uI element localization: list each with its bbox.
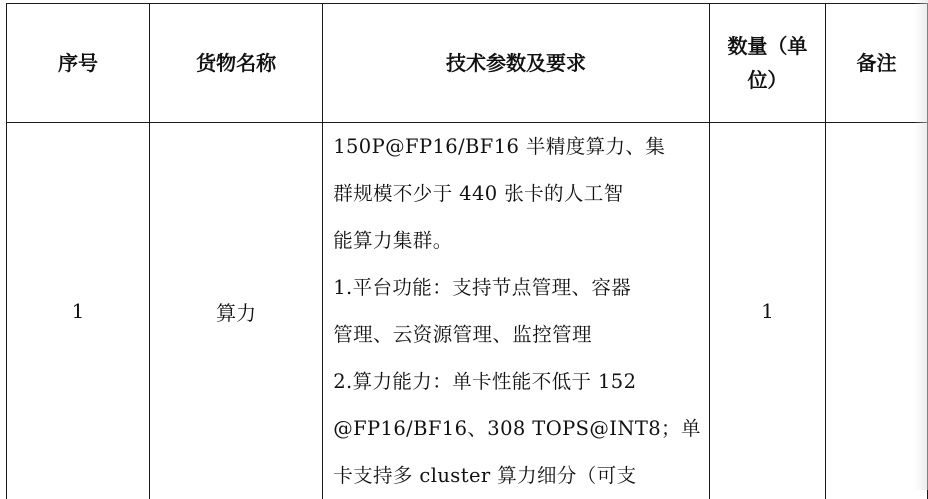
spec-line: 2.算力能力：单卡性能不低于 152 [333, 358, 701, 405]
header-remark: 备注 [826, 4, 928, 123]
spec-line: 卡支持多 cluster 算力细分（可支 [333, 452, 701, 499]
spec-line: 群规模不少于 440 张卡的人工智 [333, 170, 701, 217]
header-tech-specs: 技术参数及要求 [323, 4, 710, 123]
spec-line: @FP16/BF16、308 TOPS@INT8；单 [333, 405, 701, 452]
page-edge-shadow [914, 0, 928, 490]
header-quantity-line-2: 位） [747, 68, 787, 92]
spec-line: 1.平台功能：支持节点管理、容器 [333, 264, 701, 311]
cell-seq: 1 [7, 123, 150, 499]
table-header-row [7, 4, 928, 123]
procurement-spec-table [6, 3, 928, 499]
cell-remark [826, 123, 928, 499]
header-quantity-line-1: 数量（单 [727, 34, 807, 58]
spec-line: 管理、云资源管理、监控管理 [333, 311, 701, 358]
cell-quantity: 1 [709, 123, 825, 499]
header-seq: 序号 [7, 4, 150, 123]
spec-line: 150P@FP16/BF16 半精度算力、集 [333, 123, 701, 170]
cell-tech-specs [323, 123, 710, 499]
spec-line: 能算力集群。 [333, 217, 701, 264]
header-goods-name: 货物名称 [149, 4, 322, 123]
table-row [7, 123, 928, 499]
cell-goods-name: 算力 [149, 123, 322, 499]
header-quantity [709, 4, 825, 123]
